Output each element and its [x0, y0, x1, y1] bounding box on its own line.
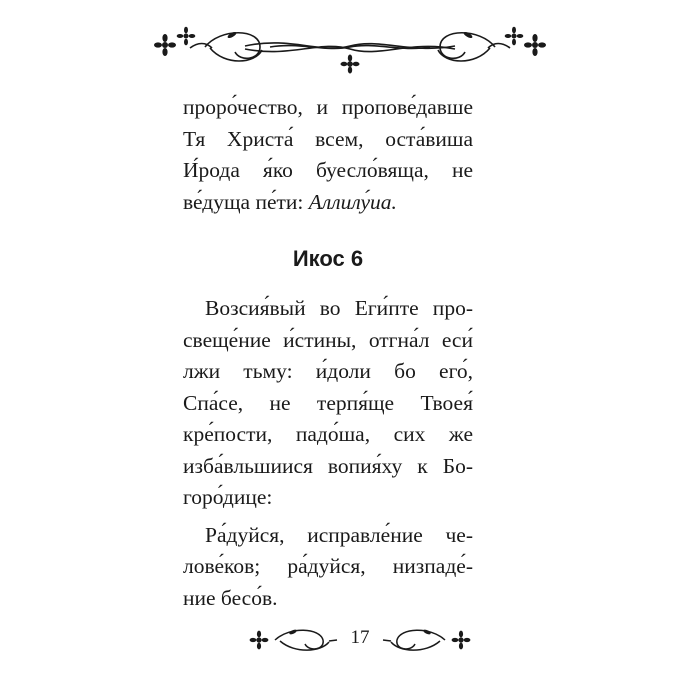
text-line: И́рода я́ко буесло́вяща, не — [183, 158, 473, 182]
text-line: ние бесо́в. — [183, 585, 278, 610]
text-line: свеще́ние и́стины, отгна́л еси́ — [183, 327, 473, 352]
paragraph-3 — [183, 520, 473, 615]
page-footer — [245, 622, 475, 658]
text-line: горо́дице: — [183, 485, 273, 509]
text-line-part: Возсия́вый во Еги́пте про — [205, 296, 466, 320]
text-line: Ра́дуйся, исправле́ние че- — [205, 522, 473, 547]
text-line: изба́вльшиися вопия́ху к Бо- — [183, 453, 473, 478]
page-number: 17 — [350, 627, 370, 648]
section-heading: Икос 6 — [292, 246, 364, 271]
text-line-part: Ра́дуйся, исправле́ние че — [205, 522, 466, 547]
alleluia-text: Аллилу́иа. — [308, 189, 397, 214]
text-line: проро́чество, и пропове́давше — [183, 95, 473, 119]
text-column — [183, 92, 473, 614]
text-line: Возсия́вый во Еги́пте про- — [205, 296, 473, 320]
top-ornament-icon — [150, 20, 550, 76]
text-line: кре́пости, падо́ша, сих же — [183, 422, 473, 446]
paragraph-2 — [183, 293, 473, 514]
text-line-part: ве́дуща пе́ти: — [183, 189, 304, 214]
text-line — [183, 187, 473, 219]
text-line: лове́ков; ра́дуйся, низпаде́- — [183, 554, 473, 578]
text-line: Тя Христа́ всем, оста́виша — [183, 126, 473, 151]
text-line-part: изба́вльшиися вопия́ху к Бо — [183, 453, 466, 478]
text-line-part: лове́ков; ра́дуйся, низпаде́ — [183, 554, 466, 578]
text-line: Спа́се, не терпя́ще Твоея́ — [183, 390, 473, 415]
text-line: лжи тьму: и́доли бо его́, — [183, 359, 473, 383]
paragraph-1 — [183, 92, 473, 218]
